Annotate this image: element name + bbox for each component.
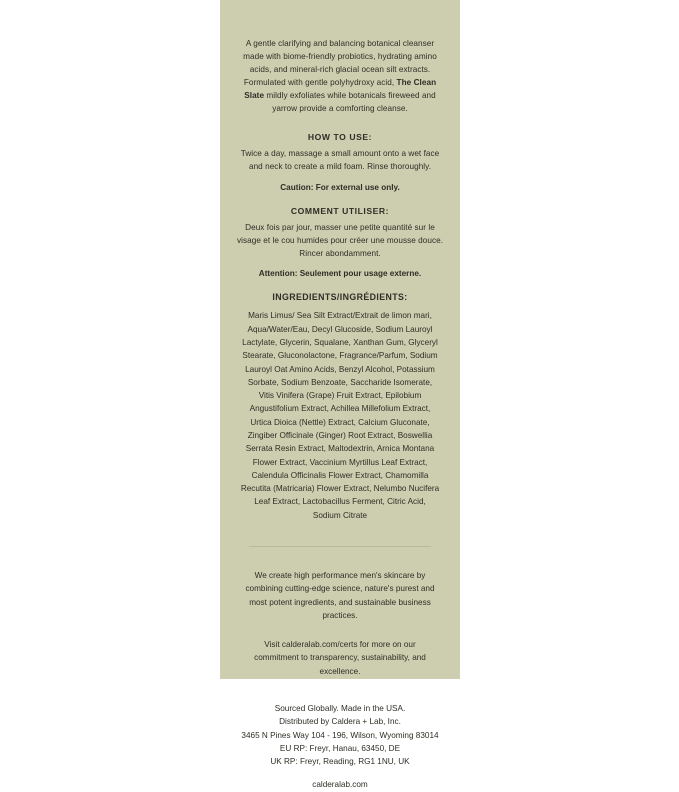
comment-utiliser-caution: Attention: Seulement pour usage externe. — [258, 269, 422, 279]
address-line-4: EU RP: Freyr, Hanau, 63450, DE — [279, 743, 401, 753]
address-line-1: Sourced Globally. Made in the USA. — [274, 703, 406, 713]
ingredients-list: Maris Limus/ Sea Silt Extract/Extrait de limon mari, Aqua/Water/Eau, Decyl Glucoside, Sodium Lauroyl Lactylate, Glycerin, Squalane, Xanthan Gum, Glyceryl Stearate, Gluconolactone, Fragrance/Parfum, Sodium Lauroyl Oat Amino Acids, Benzyl Alcohol, Potassium Sorbate, Sodium Benzoate, Saccharide Isomerate, Vitis Vinifera (Grape) Fruit Extract, Epilobium Angustifolium Extract, Achillea Millefolium Extract, Urtica Dioica (Nettle) Extract, Calcium Gluconate, Zingiber Officinale (Ginger) Root Extract, Boswellia Serrata Resin Extract, Maltodextrin, Arnica Montana Flower Extract, Vaccinium Myrtillus Leaf Extract, Calendula Officinalis Flower Extract, Chamomilla Recutita (Matricaria) Flower Extract, Nelumbo Nucifera Leaf Extract, Lactobacillus Ferment, Citric Acid, Sodium Citrate — [240, 311, 440, 520]
website-url: calderalab.com — [312, 780, 368, 790]
product-name: The Clean Slate — [244, 77, 437, 100]
certifications-note: Visit calderalab.com/certs for more on our commitment to transparency, sustainability, and excellence. — [254, 640, 426, 676]
company-address — [234, 702, 446, 768]
how-to-use-heading: HOW TO USE: — [307, 131, 373, 142]
description-part-two: mildly exfoliates while botanicals fireweed and yarrow provide a comforting cleanse. — [264, 90, 436, 113]
label-panel — [220, 0, 460, 790]
address-line-2: Distributed by Caldera + Lab, Inc. — [279, 717, 401, 727]
divider — [249, 546, 431, 547]
how-to-use-caution: Caution: For external use only. — [280, 182, 400, 192]
address-line-5: UK RP: Freyr, Reading, RG1 1NU, UK — [270, 757, 410, 767]
how-to-use-body: Twice a day, massage a small amount onto a wet face and neck to create a mild foam. Rinse thoroughly. — [240, 148, 440, 171]
mission-statement: We create high performance men's skincare by combining cutting-edge science, nature's purest and most potent ingredients, and sustainable business practices. — [245, 570, 435, 620]
address-line-3: 3465 N Pines Way 104 - 196, Wilson, Wyoming 83014 — [241, 730, 439, 740]
how-to-use-section — [234, 132, 446, 192]
comment-utiliser-heading: COMMENT UTILISER: — [290, 205, 390, 216]
product-description — [234, 38, 446, 116]
comment-utiliser-section — [234, 206, 446, 279]
ingredients-heading: INGREDIENTS/INGRÉDIENTS: — [272, 292, 408, 303]
description-part-one: A gentle clarifying and balancing botanical cleanser made with biome-friendly probiotics, hydrating amino acids, and mineral-rich glacial ocean silt extracts. Formulated with gentle polyhydroxy acid, — [243, 39, 437, 87]
comment-utiliser-body: Deux fois par jour, masser une petite quantité sur le visage et le cou humides pour créer une mousse douce. Rincer abondamment. — [236, 222, 444, 258]
ingredients-section — [234, 292, 446, 522]
